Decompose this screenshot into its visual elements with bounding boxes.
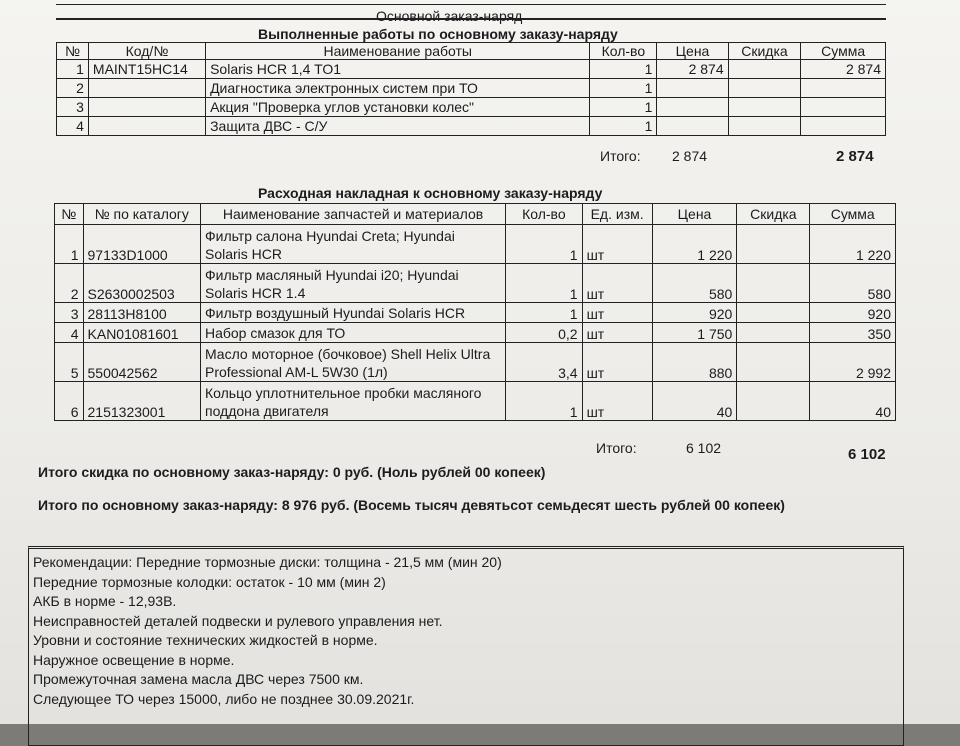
top-rule xyxy=(56,4,886,5)
part-catalog: S2630002503 xyxy=(83,264,200,303)
parts-col-sum: Сумма xyxy=(810,204,896,225)
work-qty: 1 xyxy=(590,117,657,136)
table-row xyxy=(57,117,886,136)
part-catalog: 550042562 xyxy=(83,343,200,382)
table-row xyxy=(57,60,886,79)
works-col-num: № xyxy=(57,43,89,60)
table-row xyxy=(55,225,896,264)
work-sum xyxy=(801,79,886,98)
part-discount xyxy=(737,343,810,382)
work-sum xyxy=(801,117,886,136)
part-unit: шт xyxy=(582,264,652,303)
work-discount xyxy=(728,79,801,98)
works-col-discount: Скидка xyxy=(728,43,801,60)
works-col-sum: Сумма xyxy=(801,43,886,60)
work-code xyxy=(88,79,205,98)
part-sum: 2 992 xyxy=(810,343,896,382)
recommendation-line: АКБ в норме - 12,93В. xyxy=(33,593,177,609)
work-qty: 1 xyxy=(590,60,657,79)
row-number: 6 xyxy=(55,382,84,421)
work-price xyxy=(657,98,728,117)
table-row xyxy=(55,343,896,382)
table-row xyxy=(55,382,896,421)
parts-col-num: № xyxy=(55,204,84,225)
part-discount xyxy=(737,303,810,323)
part-qty: 1 xyxy=(506,264,582,303)
total-summary: Итого по основному заказ-наряду: 8 976 руб. (Восемь тысяч девятьсот семьдесят шесть рублей 00 копеек) xyxy=(38,497,785,513)
part-name: Фильтр воздушный Hyundai Solaris HCR xyxy=(200,303,505,323)
part-name: Фильтр масляный Hyundai i20; Hyundai Solaris HCR 1.4 xyxy=(200,264,505,303)
works-total-label: Итого: xyxy=(600,148,641,164)
row-number: 4 xyxy=(57,117,89,136)
work-discount xyxy=(728,117,801,136)
part-unit: шт xyxy=(582,225,652,264)
recommendation-line: Неисправностей деталей подвески и рулевого управления нет. xyxy=(33,612,443,629)
recommendation-line: Следующее ТО через 15000, либо не позднее 30.09.2021г. xyxy=(33,690,415,707)
table-row xyxy=(55,323,896,343)
row-number: 1 xyxy=(55,225,84,264)
recommendation-line: Уровни и состояние технических жидкостей в норме. xyxy=(33,632,378,648)
part-sum: 1 220 xyxy=(810,225,896,264)
parts-section-title: Расходная накладная к основному заказу-наряду xyxy=(258,185,603,201)
part-price: 880 xyxy=(652,343,737,382)
part-discount xyxy=(737,264,810,303)
work-name: Акция "Проверка углов установки колес" xyxy=(206,98,590,117)
part-price: 1 220 xyxy=(652,225,737,264)
recommendation-line: Передние тормозные колодки: остаток - 10 мм (мин 2) xyxy=(33,573,386,590)
part-sum: 920 xyxy=(810,303,896,323)
part-qty: 1 xyxy=(506,225,582,264)
work-qty: 1 xyxy=(590,79,657,98)
recommendations-box xyxy=(28,546,904,746)
work-price: 2 874 xyxy=(657,60,728,79)
parts-total-price: 6 102 xyxy=(686,440,722,456)
work-discount xyxy=(728,60,801,79)
work-sum: 2 874 xyxy=(801,60,886,79)
recommendation-line: Наружное освещение в норме. xyxy=(33,651,235,668)
part-price: 1 750 xyxy=(652,323,737,343)
part-qty: 3,4 xyxy=(506,343,582,382)
table-row xyxy=(55,264,896,303)
row-number: 4 xyxy=(55,323,84,343)
table-row xyxy=(57,79,886,98)
part-qty: 0,2 xyxy=(506,323,582,343)
works-col-price: Цена xyxy=(657,43,728,60)
work-name: Solaris HCR 1,4 TO1 xyxy=(206,60,590,79)
parts-col-qty: Кол-во xyxy=(506,204,582,225)
part-name: Фильтр салона Hyundai Creta; Hyundai Solaris HCR xyxy=(200,225,505,264)
row-number: 1 xyxy=(57,60,89,79)
work-code xyxy=(88,117,205,136)
part-price: 580 xyxy=(652,264,737,303)
table-row xyxy=(57,98,886,117)
part-price: 40 xyxy=(652,382,737,421)
part-sum: 580 xyxy=(810,264,896,303)
work-discount xyxy=(728,98,801,117)
part-unit: шт xyxy=(582,382,652,421)
part-catalog: 97133D1000 xyxy=(83,225,200,264)
recommendation-line: Промежуточная замена масла ДВС через 7500 км. xyxy=(33,671,364,687)
parts-total-sum: 6 102 xyxy=(848,446,886,463)
parts-total-label: Итого: xyxy=(596,440,637,456)
part-catalog: 2151323001 xyxy=(83,382,200,421)
parts-col-unit: Ед. изм. xyxy=(582,204,652,225)
works-section-title: Выполненные работы по основному заказу-наряду xyxy=(258,26,618,42)
row-number: 5 xyxy=(55,343,84,382)
part-name: Масло моторное (бочковое) Shell Helix Ultra Professional AM-L 5W30 (1л) xyxy=(200,343,505,382)
works-col-code: Код/№ xyxy=(88,43,205,60)
part-unit: шт xyxy=(582,303,652,323)
works-total-price: 2 874 xyxy=(672,148,708,164)
row-number: 2 xyxy=(57,79,89,98)
work-price xyxy=(657,117,728,136)
parts-table xyxy=(54,203,896,421)
part-name: Набор смазок для ТО xyxy=(200,323,505,343)
part-sum: 350 xyxy=(810,323,896,343)
part-price: 920 xyxy=(652,303,737,323)
part-sum: 40 xyxy=(810,382,896,421)
part-discount xyxy=(737,323,810,343)
part-name: Кольцо уплотнительное пробки масляного поддона двигателя xyxy=(200,382,505,421)
work-code: MAINT15HC14 xyxy=(88,60,205,79)
document-title: Основной заказ-наряд xyxy=(376,8,523,24)
work-name: Диагностика электронных систем при ТО xyxy=(206,79,590,98)
discount-summary: Итого скидка по основному заказ-наряду: 0 руб. (Ноль рублей 00 копеек) xyxy=(38,464,546,480)
works-col-name: Наименование работы xyxy=(206,43,590,60)
recommendation-line: Рекомендации: Передние тормозные диски: толщина - 21,5 мм (мин 20) xyxy=(33,554,502,570)
part-catalog: KAN01081601 xyxy=(83,323,200,343)
parts-col-catalog: № по каталогу xyxy=(83,204,200,225)
part-unit: шт xyxy=(582,343,652,382)
work-code xyxy=(88,98,205,117)
row-number: 2 xyxy=(55,264,84,303)
work-name: Защита ДВС - С/У xyxy=(206,117,590,136)
works-table xyxy=(56,42,886,136)
parts-col-discount: Скидка xyxy=(737,204,810,225)
works-col-qty: Кол-во xyxy=(590,43,657,60)
part-discount xyxy=(737,225,810,264)
row-number: 3 xyxy=(57,98,89,117)
work-sum xyxy=(801,98,886,117)
work-price xyxy=(657,79,728,98)
row-number: 3 xyxy=(55,303,84,323)
parts-col-name: Наименование запчастей и материалов xyxy=(200,204,505,225)
works-total-sum: 2 874 xyxy=(836,148,874,165)
part-qty: 1 xyxy=(506,303,582,323)
work-qty: 1 xyxy=(590,98,657,117)
table-row xyxy=(55,303,896,323)
parts-col-price: Цена xyxy=(652,204,737,225)
part-discount xyxy=(737,382,810,421)
part-unit: шт xyxy=(582,323,652,343)
part-catalog: 28113H8100 xyxy=(83,303,200,323)
part-qty: 1 xyxy=(506,382,582,421)
